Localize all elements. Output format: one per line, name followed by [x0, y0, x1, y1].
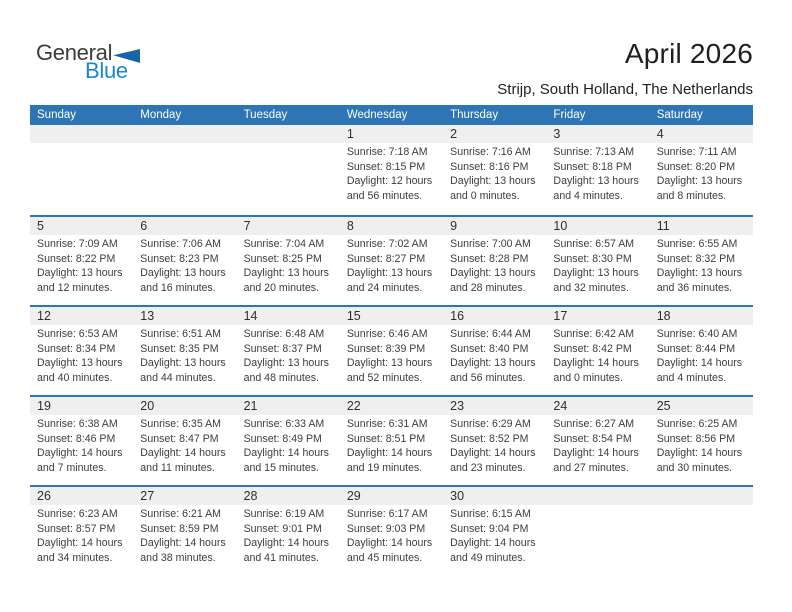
weekday-header-row: [30, 105, 753, 125]
sunset-text: Sunset: 8:32 PM: [656, 252, 736, 265]
day-cell-empty: [133, 143, 236, 203]
daylight-text-line1: Daylight: 13 hours: [656, 175, 743, 188]
day-cell-28: [237, 505, 340, 565]
day-number-5: 5: [37, 219, 44, 233]
day-number-27: 27: [140, 489, 155, 503]
daylight-text-line1: Daylight: 14 hours: [346, 537, 433, 550]
day-cell-1: [340, 143, 443, 203]
day-number-empty: [133, 125, 236, 143]
sunset-text: Sunset: 8:16 PM: [450, 160, 529, 173]
daylight-text-line2: and 30 minutes.: [656, 461, 733, 474]
sunset-text: Sunset: 8:56 PM: [656, 432, 736, 445]
day-number-4: 4: [656, 127, 664, 141]
daylight-text-line2: and 56 minutes.: [346, 189, 423, 202]
sunset-text: Sunset: 8:18 PM: [553, 160, 632, 173]
week-content-row: [30, 505, 753, 565]
sunset-text: Sunset: 8:20 PM: [656, 160, 736, 173]
daylight-text-line2: and 4 minutes.: [553, 189, 623, 202]
daylight-text-line2: and 56 minutes.: [450, 371, 526, 384]
day-cell-22: [340, 415, 443, 475]
day-cell-24: [546, 415, 649, 475]
day-number-strip: [30, 397, 753, 415]
weekday-header-tuesday: Tuesday: [243, 109, 288, 121]
sunset-text: Sunset: 9:04 PM: [450, 522, 529, 535]
weekday-header-friday: Friday: [553, 109, 586, 121]
page-title: April 2026: [624, 38, 753, 69]
day-number-25: 25: [656, 399, 671, 413]
day-number-16: 16: [450, 309, 465, 323]
daylight-text-line2: and 44 minutes.: [140, 371, 216, 384]
weekday-header-wednesday: Wednesday: [346, 109, 408, 121]
daylight-text-line1: Daylight: 13 hours: [243, 357, 329, 370]
sunrise-text: Sunrise: 7:00 AM: [450, 238, 531, 250]
day-number-12: 12: [37, 309, 51, 323]
day-cell-15: [340, 325, 443, 385]
day-cell-7: [237, 235, 340, 295]
week-row-1: [30, 125, 753, 215]
sunrise-text: Sunrise: 6:27 AM: [553, 418, 635, 430]
daylight-text-line1: Daylight: 13 hours: [140, 267, 226, 280]
daylight-text-line2: and 7 minutes.: [37, 461, 107, 474]
daylight-text-line2: and 40 minutes.: [37, 371, 113, 384]
weekday-header-saturday: Saturday: [656, 109, 703, 121]
daylight-text-line1: Daylight: 13 hours: [553, 175, 639, 188]
daylight-text-line1: Daylight: 14 hours: [346, 447, 433, 460]
sunset-text: Sunset: 8:28 PM: [450, 252, 529, 265]
daylight-text-line2: and 36 minutes.: [656, 281, 733, 294]
day-number-24: 24: [553, 399, 568, 413]
week-content-row: [30, 325, 753, 385]
day-cell-23: [443, 415, 546, 475]
sunrise-text: Sunrise: 6:44 AM: [450, 328, 531, 340]
sunset-text: Sunset: 8:15 PM: [346, 160, 426, 173]
day-number-1: 1: [346, 127, 354, 141]
day-number-9: 9: [450, 219, 458, 233]
sunrise-text: Sunrise: 6:21 AM: [140, 508, 221, 520]
daylight-text-line1: Daylight: 13 hours: [346, 357, 433, 370]
day-cell-29: [340, 505, 443, 565]
daylight-text-line2: and 52 minutes.: [346, 371, 423, 384]
sunrise-text: Sunrise: 7:02 AM: [346, 238, 428, 250]
day-number-8: 8: [346, 219, 354, 233]
daylight-text-line1: Daylight: 13 hours: [553, 267, 639, 280]
day-cell-2: [443, 143, 546, 203]
daylight-text-line2: and 34 minutes.: [37, 551, 113, 564]
sunset-text: Sunset: 8:42 PM: [553, 342, 632, 355]
day-cell-18: [650, 325, 753, 385]
day-cell-12: [30, 325, 133, 385]
day-number-21: 21: [243, 399, 258, 413]
sunset-text: Sunset: 8:27 PM: [346, 252, 426, 265]
day-cell-16: [443, 325, 546, 385]
day-number-empty: [237, 125, 340, 143]
daylight-text-line2: and 41 minutes.: [243, 551, 319, 564]
daylight-text-line1: Daylight: 14 hours: [37, 537, 123, 550]
logo-text-blue: Blue: [85, 58, 128, 83]
daylight-text-line2: and 28 minutes.: [450, 281, 526, 294]
sunrise-text: Sunrise: 6:23 AM: [37, 508, 118, 520]
day-number-strip: [30, 125, 753, 143]
day-number-28: 28: [243, 489, 258, 503]
daylight-text-line1: Daylight: 14 hours: [140, 447, 226, 460]
day-cell-9: [443, 235, 546, 295]
day-number-29: 29: [346, 489, 361, 503]
sunset-text: Sunset: 8:54 PM: [553, 432, 632, 445]
sunset-text: Sunset: 8:44 PM: [656, 342, 736, 355]
day-number-23: 23: [450, 399, 465, 413]
sunset-text: Sunset: 9:03 PM: [346, 522, 426, 535]
sunset-text: Sunset: 9:01 PM: [243, 522, 322, 535]
day-cell-8: [340, 235, 443, 295]
day-number-7: 7: [243, 219, 251, 233]
day-cell-empty: [546, 505, 649, 565]
daylight-text-line1: Daylight: 13 hours: [37, 357, 123, 370]
day-cell-20: [133, 415, 236, 475]
day-number-17: 17: [553, 309, 568, 323]
week-row-3: [30, 305, 753, 395]
daylight-text-line1: Daylight: 13 hours: [450, 267, 536, 280]
daylight-text-line2: and 23 minutes.: [450, 461, 526, 474]
daylight-text-line1: Daylight: 14 hours: [140, 537, 226, 550]
day-number-10: 10: [553, 219, 568, 233]
sunset-text: Sunset: 8:57 PM: [37, 522, 116, 535]
daylight-text-line1: Daylight: 14 hours: [37, 447, 123, 460]
day-number-3: 3: [553, 127, 561, 141]
daylight-text-line2: and 4 minutes.: [656, 371, 727, 384]
daylight-text-line1: Daylight: 13 hours: [346, 267, 433, 280]
day-number-empty: [546, 487, 649, 505]
sunrise-text: Sunrise: 6:38 AM: [37, 418, 118, 430]
sunset-text: Sunset: 8:23 PM: [140, 252, 219, 265]
day-number-strip: [30, 307, 753, 325]
sunset-text: Sunset: 8:52 PM: [450, 432, 529, 445]
day-number-empty: [650, 487, 753, 505]
sunrise-text: Sunrise: 6:25 AM: [656, 418, 738, 430]
sunrise-text: Sunrise: 6:31 AM: [346, 418, 428, 430]
sunset-text: Sunset: 8:34 PM: [37, 342, 116, 355]
day-cell-19: [30, 415, 133, 475]
day-cell-21: [237, 415, 340, 475]
sunset-text: Sunset: 8:37 PM: [243, 342, 322, 355]
day-cell-6: [133, 235, 236, 295]
week-content-row: [30, 235, 753, 295]
daylight-text-line2: and 32 minutes.: [553, 281, 629, 294]
day-cell-30: [443, 505, 546, 565]
sunset-text: Sunset: 8:49 PM: [243, 432, 322, 445]
day-number-11: 11: [656, 219, 670, 233]
sunrise-text: Sunrise: 6:29 AM: [450, 418, 531, 430]
sunset-text: Sunset: 8:46 PM: [37, 432, 116, 445]
day-number-empty: [30, 125, 133, 143]
daylight-text-line1: Daylight: 13 hours: [656, 267, 743, 280]
sunset-text: Sunset: 8:25 PM: [243, 252, 322, 265]
daylight-text-line2: and 19 minutes.: [346, 461, 423, 474]
day-cell-empty: [237, 143, 340, 203]
day-number-15: 15: [346, 309, 361, 323]
day-number-20: 20: [140, 399, 155, 413]
daylight-text-line1: Daylight: 12 hours: [346, 175, 433, 188]
daylight-text-line2: and 48 minutes.: [243, 371, 319, 384]
sunrise-text: Sunrise: 6:51 AM: [140, 328, 221, 340]
daylight-text-line2: and 45 minutes.: [346, 551, 423, 564]
day-cell-5: [30, 235, 133, 295]
week-row-5: [30, 485, 753, 575]
calendar-body: [30, 125, 753, 575]
daylight-text-line2: and 20 minutes.: [243, 281, 319, 294]
day-cell-empty: [650, 505, 753, 565]
sunrise-text: Sunrise: 7:13 AM: [553, 146, 635, 158]
sunrise-text: Sunrise: 7:09 AM: [37, 238, 118, 250]
week-row-4: [30, 395, 753, 485]
daylight-text-line1: Daylight: 14 hours: [553, 447, 639, 460]
sunset-text: Sunset: 8:47 PM: [140, 432, 219, 445]
day-cell-27: [133, 505, 236, 565]
sunrise-text: Sunrise: 6:17 AM: [346, 508, 428, 520]
sunrise-text: Sunrise: 6:33 AM: [243, 418, 325, 430]
sunrise-text: Sunrise: 6:53 AM: [37, 328, 118, 340]
week-content-row: [30, 415, 753, 475]
sunrise-text: Sunrise: 6:15 AM: [450, 508, 531, 520]
daylight-text-line1: Daylight: 14 hours: [243, 537, 329, 550]
week-row-2: [30, 215, 753, 305]
sunrise-text: Sunrise: 6:57 AM: [553, 238, 635, 250]
weekday-header-thursday: Thursday: [450, 109, 499, 121]
day-number-6: 6: [140, 219, 148, 233]
day-cell-empty: [30, 143, 133, 203]
day-cell-26: [30, 505, 133, 565]
sunrise-text: Sunrise: 6:42 AM: [553, 328, 635, 340]
daylight-text-line1: Daylight: 13 hours: [37, 267, 123, 280]
day-cell-25: [650, 415, 753, 475]
daylight-text-line2: and 49 minutes.: [450, 551, 526, 564]
daylight-text-line2: and 27 minutes.: [553, 461, 629, 474]
daylight-text-line2: and 0 minutes.: [553, 371, 623, 384]
daylight-text-line2: and 15 minutes.: [243, 461, 319, 474]
title-block: [497, 38, 753, 98]
day-cell-14: [237, 325, 340, 385]
daylight-text-line1: Daylight: 13 hours: [140, 357, 226, 370]
calendar: [30, 105, 753, 575]
day-number-22: 22: [346, 399, 361, 413]
day-cell-13: [133, 325, 236, 385]
daylight-text-line1: Daylight: 13 hours: [450, 357, 536, 370]
logo-text-general: General: [36, 40, 113, 65]
day-number-strip: [30, 487, 753, 505]
sunrise-text: Sunrise: 6:19 AM: [243, 508, 325, 520]
daylight-text-line1: Daylight: 14 hours: [450, 537, 536, 550]
day-number-13: 13: [140, 309, 155, 323]
day-number-19: 19: [37, 399, 51, 413]
sunrise-text: Sunrise: 6:55 AM: [656, 238, 738, 250]
day-number-26: 26: [37, 489, 51, 503]
sunrise-text: Sunrise: 6:46 AM: [346, 328, 428, 340]
sunset-text: Sunset: 8:39 PM: [346, 342, 426, 355]
sunrise-text: Sunrise: 7:11 AM: [656, 146, 737, 158]
daylight-text-line1: Daylight: 14 hours: [243, 447, 329, 460]
daylight-text-line1: Daylight: 14 hours: [450, 447, 536, 460]
sunset-text: Sunset: 8:51 PM: [346, 432, 426, 445]
daylight-text-line1: Daylight: 13 hours: [243, 267, 329, 280]
daylight-text-line2: and 12 minutes.: [37, 281, 113, 294]
daylight-text-line1: Daylight: 14 hours: [656, 447, 743, 460]
page-subtitle: Strijp, South Holland, The Netherlands: [497, 81, 753, 98]
daylight-text-line2: and 38 minutes.: [140, 551, 216, 564]
daylight-text-line2: and 24 minutes.: [346, 281, 423, 294]
sunset-text: Sunset: 8:22 PM: [37, 252, 116, 265]
sunrise-text: Sunrise: 7:06 AM: [140, 238, 221, 250]
day-number-18: 18: [656, 309, 671, 323]
weekday-header-monday: Monday: [140, 109, 182, 121]
logo: [36, 42, 140, 82]
sunset-text: Sunset: 8:30 PM: [553, 252, 632, 265]
daylight-text-line2: and 11 minutes.: [140, 461, 215, 474]
day-cell-3: [546, 143, 649, 203]
sunset-text: Sunset: 8:59 PM: [140, 522, 219, 535]
sunset-text: Sunset: 8:35 PM: [140, 342, 219, 355]
day-number-2: 2: [450, 127, 458, 141]
day-cell-17: [546, 325, 649, 385]
day-cell-10: [546, 235, 649, 295]
sunrise-text: Sunrise: 7:18 AM: [346, 146, 428, 158]
day-cell-4: [650, 143, 753, 203]
day-cell-11: [650, 235, 753, 295]
day-number-30: 30: [450, 489, 465, 503]
daylight-text-line2: and 8 minutes.: [656, 189, 727, 202]
day-number-strip: [30, 217, 753, 235]
weekday-header-sunday: Sunday: [37, 109, 77, 121]
daylight-text-line2: and 0 minutes.: [450, 189, 520, 202]
sunrise-text: Sunrise: 7:04 AM: [243, 238, 325, 250]
sunrise-text: Sunrise: 6:40 AM: [656, 328, 738, 340]
daylight-text-line2: and 16 minutes.: [140, 281, 216, 294]
sunrise-text: Sunrise: 6:48 AM: [243, 328, 325, 340]
sunrise-text: Sunrise: 7:16 AM: [450, 146, 531, 158]
day-number-14: 14: [243, 309, 258, 323]
sunrise-text: Sunrise: 6:35 AM: [140, 418, 221, 430]
sunset-text: Sunset: 8:40 PM: [450, 342, 529, 355]
week-content-row: [30, 143, 753, 203]
daylight-text-line1: Daylight: 13 hours: [450, 175, 536, 188]
daylight-text-line1: Daylight: 14 hours: [656, 357, 743, 370]
daylight-text-line1: Daylight: 14 hours: [553, 357, 639, 370]
